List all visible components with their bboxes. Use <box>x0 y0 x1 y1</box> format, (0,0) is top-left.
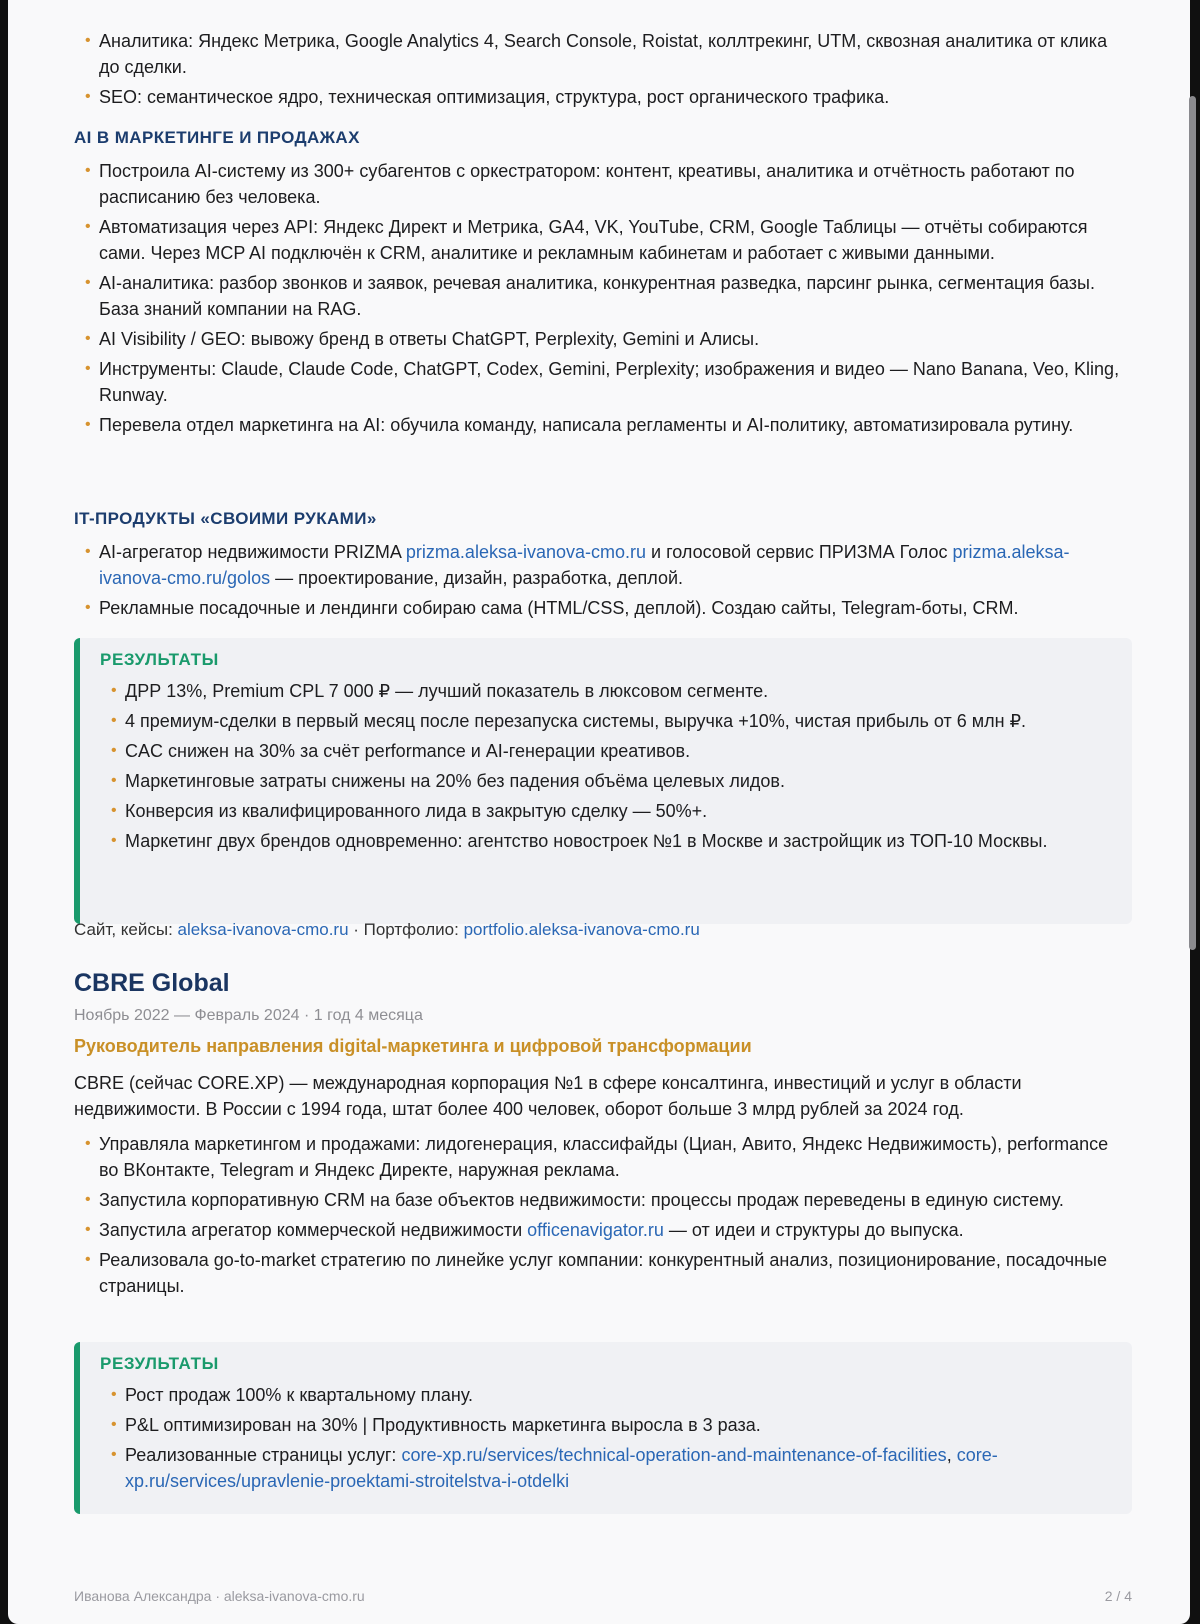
list-item: • Инструменты: Claude, Claude Code, ChatGPT, Codex, Gemini, Perplexity; изображения и видео — Nano Banana, Veo, Kling, Runway. <box>74 356 1132 408</box>
results-list <box>100 678 1112 854</box>
list-item: • Конверсия из квалифицированного лида в закрытую сделку — 50%+. <box>100 798 1112 824</box>
list-item: • Аналитика: Яндекс Метрика, Google Analytics 4, Search Console, Roistat, коллтрекинг, UTM, сквозная аналитика от клика до сделки. <box>74 28 1132 80</box>
list-item: • AI Visibility / GEO: вывожу бренд в ответы ChatGPT, Perplexity, Gemini и Алисы. <box>74 326 1132 352</box>
prizma-golos-link[interactable]: prizma.aleksa-ivanova-cmo.ru/golos <box>99 542 1070 588</box>
sites-line <box>74 917 1132 943</box>
list-item: • SEO: семантическое ядро, техническая оптимизация, структура, рост органического трафика. <box>74 84 1132 110</box>
results-box <box>74 1342 1132 1514</box>
item-text: Реализованные страницы услуг: <box>125 1445 402 1465</box>
ai-list <box>74 158 1132 442</box>
document-page <box>8 0 1190 1624</box>
list-item: • Реализовала go-to-market стратегию по линейке услуг компании: конкурентный анализ, позиционирование, посадочные страницы. <box>74 1247 1132 1299</box>
page-number: 2 / 4 <box>1104 1588 1132 1604</box>
list-item: • Маркетинг двух брендов одновременно: агентство новостроек №1 в Москве и застройщик из ТОП-10 Москвы. <box>100 828 1112 854</box>
service-page-link[interactable]: core-xp.ru/services/upravlenie-proektami-stroitelstva-i-otdelki <box>125 1445 998 1491</box>
it-list <box>74 539 1132 625</box>
job-dates: Ноябрь 2022 — Февраль 2024 · 1 год 4 месяца <box>74 1007 423 1024</box>
results-title: РЕЗУЛЬТАТЫ <box>100 1354 219 1373</box>
list-item: • AI-аналитика: разбор звонков и заявок, речевая аналитика, конкурентная разведка, парсинг рынка, сегментация базы. База знаний компании на RAG. <box>74 270 1132 322</box>
results-title: РЕЗУЛЬТАТЫ <box>100 650 219 669</box>
list-item <box>74 1217 1132 1243</box>
cbre-list <box>74 1131 1132 1303</box>
list-item: • CAC снижен на 30% за счёт performance и AI-генерации креативов. <box>100 738 1112 764</box>
analytics-list <box>74 28 1132 114</box>
service-page-link[interactable]: core-xp.ru/services/technical-operation-and-maintenance-of-facilities <box>401 1445 947 1465</box>
section-title-ai: AI В МАРКЕТИНГЕ И ПРОДАЖАХ <box>74 128 360 147</box>
page-footer <box>74 1588 1132 1604</box>
site-link[interactable]: aleksa-ivanova-cmo.ru <box>177 920 349 939</box>
item-text: AI-агрегатор недвижимости PRIZMA <box>99 542 406 562</box>
list-item <box>74 539 1132 591</box>
item-text: — проектирование, дизайн, разработка, деплой. <box>270 568 684 588</box>
sites-label: Сайт, кейсы: <box>74 920 178 939</box>
results-list <box>100 1382 1112 1494</box>
list-item: • P&L оптимизирован на 30% | Продуктивность маркетинга выросла в 3 раза. <box>100 1412 1112 1438</box>
list-item: • Рекламные посадочные и лендинги собираю сама (HTML/CSS, деплой). Создаю сайты, Telegram-боты, CRM. <box>74 595 1132 621</box>
portfolio-link[interactable]: portfolio.aleksa-ivanova-cmo.ru <box>463 920 700 939</box>
list-item: • Перевела отдел маркетинга на AI: обучила команду, написала регламенты и AI-политику, автоматизировала рутину. <box>74 412 1132 438</box>
list-item: • Построила AI-систему из 300+ субагентов с оркестратором: контент, креативы, аналитика и отчётность работают по расписанию без человека. <box>74 158 1132 210</box>
list-item: • Автоматизация через API: Яндекс Директ и Метрика, GA4, VK, YouTube, CRM, Google Таблицы — отчёты собираются сами. Через MCP AI подключён к CRM, аналитике и рекламным кабинетам и работает с живыми данными. <box>74 214 1132 266</box>
company-name: CBRE Global <box>74 969 230 997</box>
list-item: • 4 премиум-сделки в первый месяц после перезапуска системы, выручка +10%, чистая прибыль от 6 млн ₽. <box>100 708 1112 734</box>
list-item: • Запустила корпоративную CRM на базе объектов недвижимости: процессы продаж переведены в единую систему. <box>74 1187 1132 1213</box>
results-box <box>74 638 1132 924</box>
item-text: Запустила агрегатор коммерческой недвижимости <box>99 1220 528 1240</box>
job-role: Руководитель направления digital-маркетинга и цифровой трансформации <box>74 1036 752 1056</box>
prizma-link[interactable]: prizma.aleksa-ivanova-cmo.ru <box>405 542 647 562</box>
list-item: • ДРР 13%, Premium CPL 7 000 ₽ — лучший показатель в люксовом сегменте. <box>100 678 1112 704</box>
portfolio-label: · Портфолио: <box>348 920 464 939</box>
scrollbar-thumb[interactable] <box>1189 96 1196 950</box>
list-item: • Маркетинговые затраты снижены на 20% без падения объёма целевых лидов. <box>100 768 1112 794</box>
company-description: CBRE (сейчас CORE.XP) — международная корпорация №1 в сфере консалтинга, инвестиций и услуг в области недвижимости. В России с 1994 года, штат более 400 человек, оборот больше 3 млрд рублей за 2024 год. <box>74 1073 1022 1119</box>
footer-author: Иванова Александра · aleksa-ivanova-cmo.ru <box>74 1588 365 1604</box>
section-title-it: IT-ПРОДУКТЫ «СВОИМИ РУКАМИ» <box>74 509 377 528</box>
item-text: и голосовой сервис ПРИЗМА Голос <box>646 542 953 562</box>
list-item: • Управляла маркетингом и продажами: лидогенерация, классифайды (Циан, Авито, Яндекс Недвижимость), performance во ВКонтакте, Telegram и Яндекс Директе, наружная реклама. <box>74 1131 1132 1183</box>
list-item <box>100 1442 1112 1494</box>
item-separator: , <box>946 1445 957 1465</box>
item-text: — от идеи и структуры до выпуска. <box>663 1220 964 1240</box>
list-item: • Рост продаж 100% к квартальному плану. <box>100 1382 1112 1408</box>
officenavigator-link[interactable]: officenavigator.ru <box>527 1220 664 1240</box>
